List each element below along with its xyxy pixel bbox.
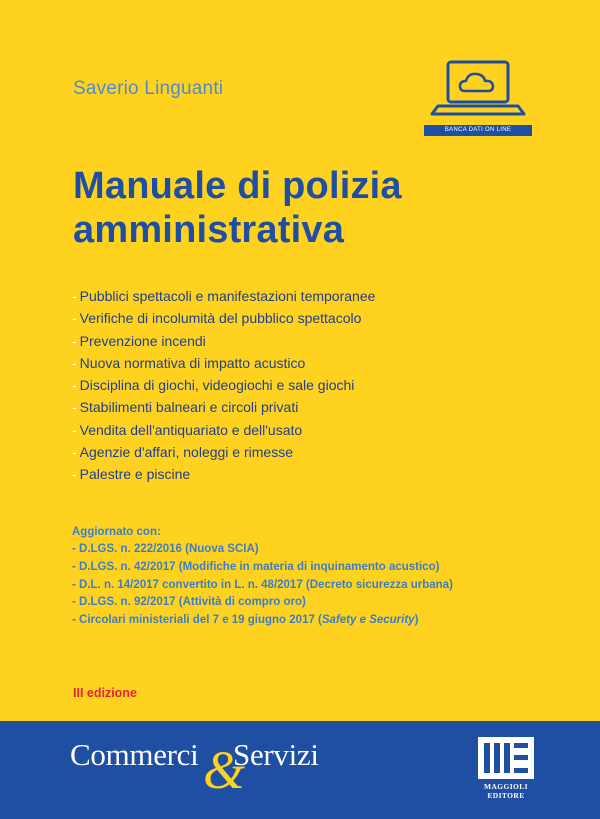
bullet-dash: - (72, 332, 77, 349)
series-ampersand: & (203, 740, 246, 800)
update-item: - D.LGS. n. 42/2017 (Modifiche in materia di inquinamento acustico) (72, 560, 440, 573)
topic-item: - Disciplina di giochi, videogiochi e sale giochi (72, 377, 355, 394)
bottom-band (0, 721, 600, 819)
bullet-dash: - (72, 354, 77, 371)
updates-list (72, 541, 453, 630)
laptop-cloud-icon (424, 60, 532, 124)
bullet-dash: - (72, 288, 77, 304)
online-database-badge (424, 60, 532, 136)
maggioli-logo-icon (475, 735, 537, 781)
bullet-dash: - (72, 377, 77, 394)
series-logo (70, 735, 340, 805)
publisher-subtitle: EDITORE (487, 791, 525, 800)
topic-item: - Nuova normativa di impatto acustico (72, 354, 306, 371)
publisher-logo (475, 735, 537, 805)
topic-item: - Prevenzione incendi (72, 332, 206, 349)
updates-section (72, 524, 453, 630)
topic-item: - Verifiche di incolumità del pubblico spettacolo (72, 310, 362, 327)
badge-label: BANCA DATI ON LINE (424, 125, 532, 136)
series-word-1: Commerci (70, 737, 199, 772)
publisher-name: MAGGIOLI (483, 782, 529, 791)
update-item: - Circolari ministeriali del 7 e 19 giugno 2017 (Safety e Security) (72, 614, 419, 627)
bullet-dash: - (72, 466, 77, 483)
update-item: - D.L. n. 14/2017 convertito in L. n. 48/2017 (Decreto sicurezza urbana) (72, 578, 453, 591)
bullet-dash: - (72, 421, 77, 438)
topic-item: - Palestre e piscine (72, 466, 191, 483)
topics-list (72, 285, 375, 486)
topic-item: - Vendita dell'antiquariato e dell'usato (72, 421, 303, 438)
topic-item: - Stabilimenti balneari e circoli privati (72, 399, 299, 416)
bullet-dash: - (72, 399, 77, 416)
title-line-2: amministrativa (73, 209, 345, 251)
bullet-dash: - (72, 444, 77, 461)
update-item: - D.LGS. n. 222/2016 (Nuova SCIA) (72, 543, 259, 555)
book-title (73, 164, 402, 252)
author-name: Saverio Linguanti (73, 78, 224, 99)
edition-label: III edizione (73, 686, 137, 700)
title-line-1: Manuale di polizia (73, 165, 402, 207)
bullet-dash: - (72, 310, 77, 327)
topic-item: - Pubblici spettacoli e manifestazioni temporanee (72, 288, 376, 304)
series-word-2: Servizi (233, 737, 319, 772)
topic-item: - Agenzie d'affari, noleggi e rimesse (72, 444, 293, 461)
update-item: - D.LGS. n. 92/2017 (Attività di compro oro) (72, 596, 306, 609)
updates-heading: Aggiornato con: (72, 526, 161, 538)
